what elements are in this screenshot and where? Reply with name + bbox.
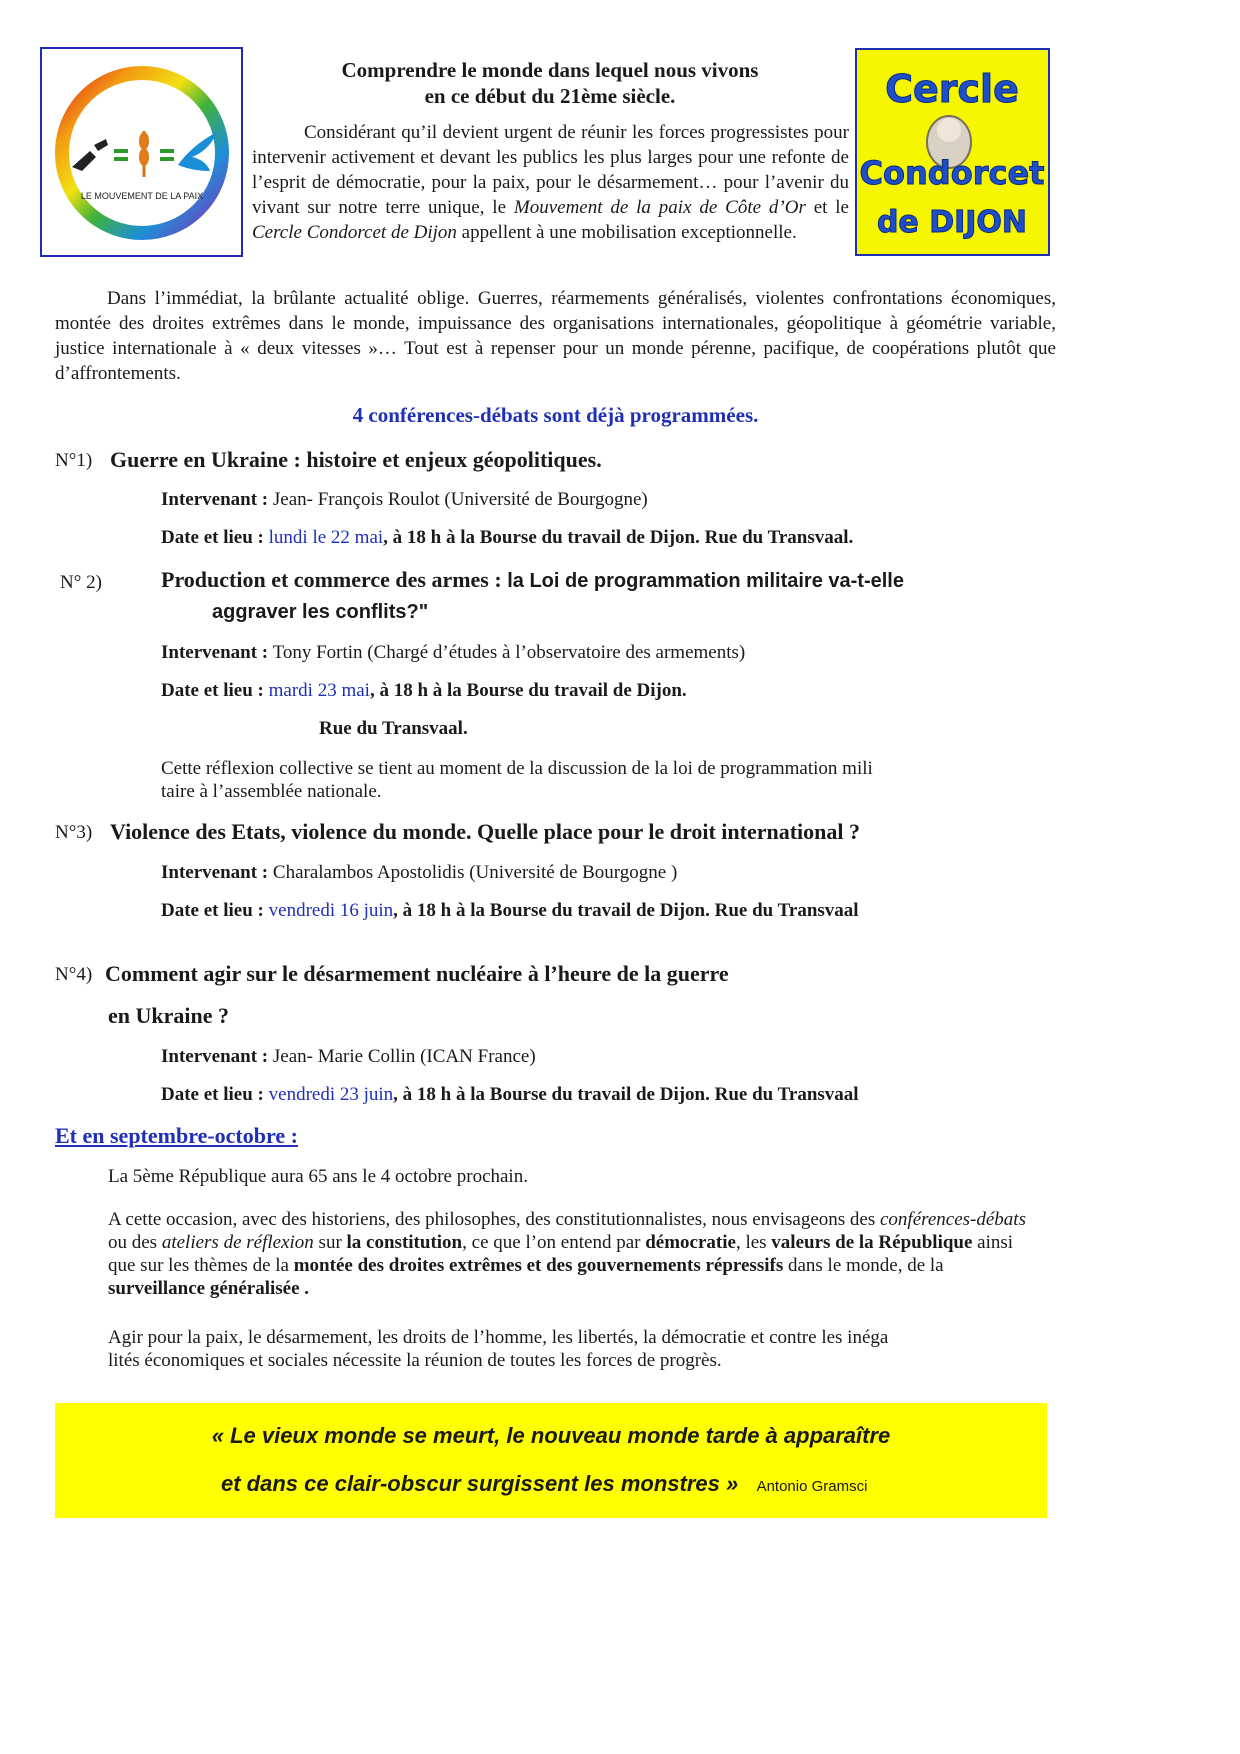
conference-1-title: Guerre en Ukraine : histoire et enjeux géopolitiques. (110, 447, 602, 472)
page-title: Comprendre le monde dans lequel nous vivons en ce début du 21ème siècle. (341, 58, 759, 108)
gramsci-quote-box (55, 1403, 1047, 1518)
dove-icon (178, 131, 218, 171)
conference-4-speaker: Intervenant : Jean- Marie Collin (ICAN France) (161, 1046, 536, 1067)
conference-2-title-line2: aggraver les conflits?" (212, 601, 429, 623)
conference-3-number: N°3) (55, 822, 93, 843)
conference-4-title: Comment agir sur le désarmement nucléaire à l’heure de la guerre (105, 961, 729, 986)
conference-3-date: Date et lieu : vendredi 16 juin, à 18 h à la Bourse du travail de Dijon. Rue du Transvaal (161, 900, 859, 921)
conference-1-date: Date et lieu : lundi le 22 mai, à 18 h à la Bourse du travail de Dijon. Rue du Transvaal. (161, 527, 854, 548)
cercle-condorcet-logo (855, 48, 1050, 256)
conference-3-title: Violence des Etats, violence du monde. Quelle place pour le droit international ? (110, 819, 861, 844)
quote-line-1: « Le vieux monde se meurt, le nouveau monde tarde à apparaître (211, 1423, 891, 1448)
conference-4-number: N°4) (55, 964, 93, 985)
intro-paragraph: Considérant qu’il devient urgent de réunir les forces progressistes pour intervenir activement et devant les publics les plus larges pour une refonte de l’esprit de démocratie, pour la paix, pour le désarmement… pour l’avenir du vivant sur notre terre unique, le Mouvement de la paix de Côte d’Or et le Cercle Condorcet de Dijon appellent à une mobilisation exceptionnelle. (252, 122, 849, 243)
quote-line-2: et dans ce clair-obscur surgissent les monstres » Antonio Gramsci (221, 1471, 868, 1496)
closing-paragraph: Agir pour la paix, le désarmement, les droits de l’homme, les libertés, la démocratie et contre les inéga lités économiques et sociales nécessite la réunion de toutes les forces de progrès. (108, 1327, 889, 1371)
condorcet-logo-graphic (857, 50, 1048, 254)
broken-weapon-icon (72, 151, 96, 171)
conference-2-number: N° 2) (60, 572, 102, 593)
conference-3-speaker: Intervenant : Charalambos Apostolidis (Université de Bourgogne ) (161, 862, 678, 883)
conference-2-note: Cette réflexion collective se tient au moment de la discussion de la loi de programmation mili taire à l’assemblée nationale. (161, 758, 873, 802)
conference-2-speaker: Intervenant : Tony Fortin (Chargé d’études à l’observatoire des armements) (161, 642, 746, 663)
svg-text:Condorcet: Condorcet (859, 154, 1045, 192)
peace-logo-graphic (42, 49, 241, 255)
svg-text:Cercle: Cercle (885, 67, 1019, 111)
conference-2-date: Date et lieu : mardi 23 mai, à 18 h à la Bourse du travail de Dijon. (161, 680, 687, 701)
quote-author: Antonio Gramsci (756, 1478, 868, 1495)
workshops-paragraph: A cette occasion, avec des historiens, des philosophes, des constitutionnalistes, nous envisageons des conférences-débats ou des ateliers de réflexion sur la constitution, ce que l’on entend par démocratie, les valeurs de la République ainsi que sur les thèmes de la montée des droites extrêmes et des gouvernements répressifs dans le monde, de la surveillance généralisée . (108, 1209, 1026, 1299)
mouvement-de-la-paix-logo (40, 47, 243, 257)
conferences-heading: 4 conférences-débats sont déjà programmées. (352, 403, 759, 427)
conference-4-title-line2: en Ukraine ? (108, 1003, 229, 1028)
svg-text:de DIJON: de DIJON (876, 205, 1028, 240)
conference-2-title: Production et commerce des armes : la Loi de programmation militaire va-t-elle (161, 567, 904, 592)
conference-1-speaker: Intervenant : Jean- François Roulot (Université de Bourgogne) (161, 489, 648, 510)
context-paragraph: Dans l’immédiat, la brûlante actualité oblige. Guerres, réarmements généralisés, violentes confrontations économiques, montée des droites extrêmes dans le monde, impuissance des organisations internationales, géopolitique à géométrie variable, justice internationale à « deux vitesses »… Tout est à repenser pour un monde pérenne, pacifique, de coopérations plutôt que d’affrontements. (55, 288, 1056, 384)
conference-4-date: Date et lieu : vendredi 23 juin, à 18 h à la Bourse du travail de Dijon. Rue du Transvaal (161, 1084, 859, 1105)
conference-2-place-line2: Rue du Transvaal. (319, 718, 468, 739)
republic-anniversary-text: La 5ème République aura 65 ans le 4 octobre prochain. (108, 1166, 528, 1187)
svg-text:LE MOUVEMENT DE LA PAIX: LE MOUVEMENT DE LA PAIX (80, 191, 204, 201)
wheat-icon (139, 132, 149, 150)
conference-1-number: N°1) (55, 450, 93, 471)
september-october-heading: Et en septembre-octobre : (55, 1123, 298, 1148)
